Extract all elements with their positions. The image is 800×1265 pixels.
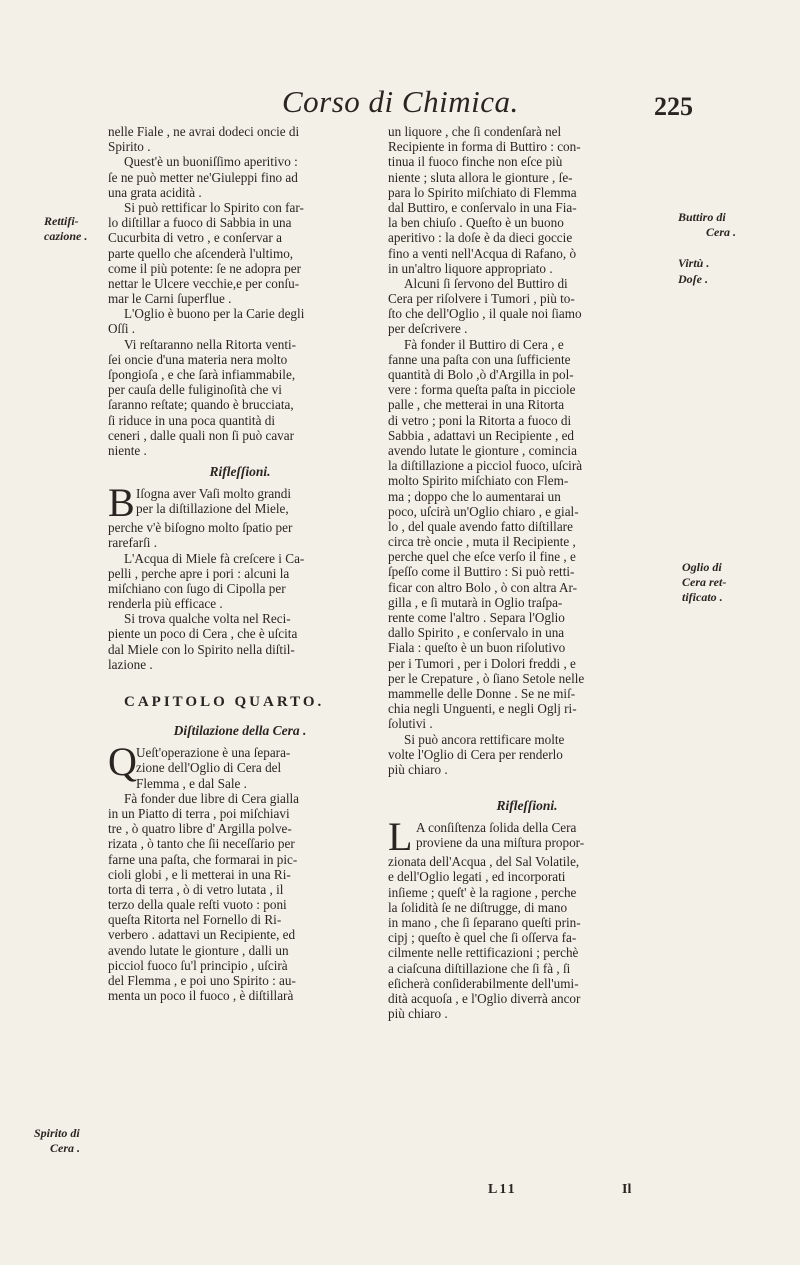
text-line: pelli , perche apre i pori : alcuni la (108, 565, 290, 581)
text-line: cilmente nelle rettificazioni ; perchè (388, 945, 579, 961)
text-line: menta un poco il fuoco , è diſtillarà (108, 988, 294, 1004)
text-line: dallo Spirito , e conſervalo in una (388, 625, 565, 641)
text-line: volte l'Oglio di Cera per renderlo (388, 746, 563, 762)
text-line: verbero . adattavi un Recipiente, ed (108, 927, 296, 943)
right-column (388, 124, 666, 1021)
margin-note-oglio-di-cera: Oglio di Cera ret- tificato . (682, 560, 727, 604)
text-line: farne una paſta, che formarai in pic- (108, 851, 298, 867)
chapter-subtitle: Diſtilazione della Cera . (173, 723, 307, 739)
text-line: in mano , che ſi ſeparano queſti prin- (388, 915, 581, 930)
text-line: per la diſtillazione del Miele, (136, 501, 289, 517)
drop-capital: Q (108, 739, 137, 785)
text-line: aperitivo : la doſe è da dieci goccie (388, 230, 573, 246)
text-line: Alcuni ſi ſervono del Buttiro di (404, 275, 568, 291)
text-line: rizata , ò tanto che ſii neceſſario per (108, 836, 295, 852)
text-line: ma ; doppo che lo aumentarai un (388, 488, 561, 504)
text-line: zionata dell'Acqua , del Sal Volatile, (388, 854, 580, 870)
text-line: ſolutivi . (388, 716, 433, 732)
text-line: la ben chiuſo . Queſto è un buono (388, 215, 564, 231)
page-number: 225 (654, 92, 693, 121)
text-line: un liquore , che ſi condenſarà nel (388, 124, 562, 139)
right-text-block-b (388, 854, 666, 1021)
text-line: lo , del quale avendo fatto diſtillare (388, 518, 573, 534)
text-line: Ueſt'operazione è una ſepara- (136, 745, 291, 761)
text-line: dità acquoſa , e l'Oglio diverrà ancor (388, 990, 581, 1006)
text-line: fanne una paſta con una ſufficiente (388, 351, 571, 367)
text-line: e dell'Oglio legati , ed incorporati (388, 869, 566, 885)
text-line: torta di terra , ò di vetro lutata , il (108, 881, 284, 897)
text-line: dal Buttiro, e conſervalo in una Fia- (388, 199, 577, 215)
text-line: nelle Fiale , ne avrai dodeci oncie di (108, 124, 300, 139)
drop-capital: L (388, 814, 413, 860)
section-heading-riflessioni-right: Rifleſſioni. (496, 798, 558, 814)
dropcap-lines (136, 486, 372, 520)
text-line: più chiaro . (388, 1006, 448, 1022)
text-line: ſpongioſa , e che ſarà infiammabile, (108, 367, 296, 382)
text-line: come il più potente: ſe ne adopra per (108, 260, 301, 276)
text-line: Quest'è un buoniſſimo aperitivo : (124, 154, 298, 170)
left-text-block-a (108, 124, 372, 458)
text-line: del Flemma , e poi uno Spirito : au- (108, 973, 296, 988)
margin-note-rettificazione: Rettifi- cazione . (44, 214, 88, 243)
text-line: para lo Spirito miſchiato di Flemma (388, 184, 577, 200)
text-line: parte quello che aſcenderà l'ultimo, (108, 245, 294, 261)
catchword: Il (622, 1182, 632, 1197)
text-line: tre , ò quatro libre d' Argilla polve- (108, 821, 292, 837)
left-text-block-b (108, 520, 372, 672)
text-line: per i Tumori , per i Dolori freddi , e (388, 655, 576, 671)
text-line: ſi riduce in una poca quantità di (108, 412, 275, 428)
text-line: eſicherà conſiderabilmente dell'umi- (388, 975, 579, 991)
text-line: Cucurbita di vetro , e conſervar a (108, 230, 282, 246)
text-line: tinua il fuoco finche non eſce più (388, 154, 563, 170)
left-text-block-c (108, 791, 372, 1004)
text-line: vere : forma queſta paſta in picciole (388, 382, 576, 398)
dropcap-paragraph-left-1 (108, 480, 372, 526)
text-line: lo diſtillar a fuoco di Sabbia in una (108, 215, 292, 231)
text-line: mammelle delle Donne . Se ne miſ- (388, 685, 576, 701)
dropcap-paragraph-left-2 (108, 739, 372, 791)
text-line: niente . (108, 442, 147, 458)
text-line: ſei oncie d'una materia nera molto (108, 351, 288, 367)
text-line: in un'altro liquore appropriato . (388, 260, 553, 276)
text-line: terzo della quale reſti vuoto : poni (108, 897, 287, 913)
text-line: cioli globi , e li metterai in una Ri- (108, 866, 291, 882)
text-line: L'Oglio è buono per la Carie degli (124, 306, 305, 322)
text-line: per le Crepature , ò ſiano Setole nelle (388, 670, 585, 686)
text-line: palle , che metterai in una Ritorta (388, 397, 565, 413)
text-line: Oſſi . (108, 321, 136, 337)
text-line: Cera per riſolvere i Tumori , più to- (388, 291, 575, 307)
text-line: quantità di Bolo ,ò d'Argilla in pol- (388, 367, 574, 382)
text-line: chia negli Unguenti, e negli Oglj ri- (388, 701, 577, 717)
text-line: zione dell'Oglio di Cera del (136, 760, 282, 776)
text-line: lazione . (108, 656, 153, 672)
text-line: picciol fuoco ſu'l principio , uſcirà (108, 957, 288, 973)
text-line: circa trè oncie , muta il Recipiente , (388, 534, 576, 550)
text-line: la diſtillazione a picciol fuoco, uſcirà (388, 458, 583, 474)
dropcap-paragraph-right (388, 814, 666, 860)
text-line: ficar con altro Bolo , ò con altra Ar- (388, 579, 578, 595)
text-line: ſaranno reſtate; quando è brucciata, (108, 397, 294, 413)
left-column (108, 124, 372, 1003)
text-line: in un Piatto di terra , poi miſchiavi (108, 805, 290, 821)
text-line: perche quel che eſce verſo il fine , e (388, 549, 576, 565)
text-line: Si può rettificar lo Spirito con far- (124, 199, 304, 215)
text-line: ſe ne può metter ne'Giuleppi fino ad (108, 169, 298, 185)
text-line: A conſiſtenza ſolida della Cera (416, 820, 577, 836)
right-text-block-a (388, 124, 666, 777)
margin-note-dose: Doſe . (678, 272, 708, 286)
running-title: Corso di Chimica. (282, 84, 519, 119)
text-line: niente ; sluta allora le gionture , ſe- (388, 169, 573, 185)
text-line: poco, uſcirà un'Oglio chiaro , e gial- (388, 503, 579, 519)
text-line: dal Miele con lo Spirito nella diſtil- (108, 641, 295, 657)
text-line: L'Acqua di Miele fà creſcere i Ca- (124, 550, 305, 566)
text-line: Fà fonder due libre di Cera gialla (124, 790, 300, 806)
text-line: proviene da una miſtura propor- (416, 835, 585, 851)
text-line: miſchiano con ſugo di Cipolla per (108, 580, 286, 596)
text-line: avendo lutate le gionture , comincia (388, 442, 577, 458)
text-line: cipj ; queſto è quel che ſi oſſerva fa- (388, 930, 577, 946)
text-line: Flemma , e dal Sale . (136, 775, 247, 791)
text-line: inſieme ; queſt' è la ragione , perche (388, 884, 577, 900)
dropcap-lines (136, 745, 372, 791)
margin-note-buttiro-di-cera: Buttiro di Cera . (678, 210, 736, 239)
text-line: gilla , e ſi mutarà in Oglio traſpa- (388, 594, 563, 610)
text-line: la ſolidità ſe ne diſtrugge, di mano (388, 899, 568, 915)
margin-note-virtu: Virtù . (678, 256, 710, 270)
text-line: renderla più efficace . (108, 596, 223, 612)
text-line: perche v'è biſogno molto ſpatio per (108, 520, 293, 536)
text-line: queſta Ritorta nel Fornello di Ri- (108, 912, 282, 928)
section-heading-riflessioni-left: Rifleſſioni. (209, 464, 271, 480)
text-line: rente come l'altro . Separa l'Oglio (388, 610, 565, 625)
text-line: Fà fonder il Buttiro di Cera , e (404, 336, 564, 352)
text-line: Vi reſtaranno nella Ritorta venti- (124, 336, 297, 352)
running-head (0, 78, 800, 128)
margin-note-spirito-di-cera: Spirito di Cera . (34, 1126, 80, 1155)
text-line: per cauſa delle fuliginoſità che vi (108, 382, 282, 398)
text-line: mar le Carni ſuperflue . (108, 291, 232, 307)
text-line: ceneri , dalle quali non ſi può cavar (108, 427, 295, 443)
text-line: ſpeſſo come il Buttiro : Si può retti- (388, 564, 575, 580)
text-line: Si trova qualche volta nel Reci- (124, 611, 291, 627)
text-line: Iſogna aver Vaſi molto grandi (136, 486, 292, 502)
chapter-title: CAPITOLO QUARTO. (124, 694, 325, 711)
text-line: avendo lutate le gionture , dalli un (108, 942, 289, 958)
text-line: di vetro ; poni la Ritorta a fuoco di (388, 412, 572, 428)
drop-capital: B (108, 480, 135, 526)
signature-mark: L11 (488, 1182, 517, 1197)
text-line: ſto che dell'Oglio , il quale noi ſiamo (388, 306, 582, 322)
text-line: nettar le Ulcere vecchie,e per conſu- (108, 275, 300, 291)
text-line: per deſcrivere . (388, 321, 468, 337)
text-line: Spirito . (108, 139, 151, 155)
text-line: Recipiente in forma di Buttiro : con- (388, 139, 581, 155)
text-line: piente un poco di Cera , che è uſcita (108, 626, 298, 642)
text-line: una grata acidità . (108, 184, 202, 200)
text-line: Sabbia , adattavi un Recipiente , ed (388, 427, 575, 443)
text-line: molto Spirito miſchiato con Flem- (388, 473, 569, 489)
text-line: più chiaro . (388, 761, 448, 777)
text-line: Fiala : queſto è un buon riſolutivo (388, 640, 566, 656)
dropcap-lines (416, 820, 666, 854)
text-line: rarefarſi . (108, 535, 158, 551)
text-line: a ciaſcuna diſtillazione che ſi fà , ſi (388, 960, 571, 976)
text-line: Si può ancora rettificare molte (404, 731, 565, 747)
text-line: fino a venti nell'Acqua di Rafano, ò (388, 245, 577, 261)
